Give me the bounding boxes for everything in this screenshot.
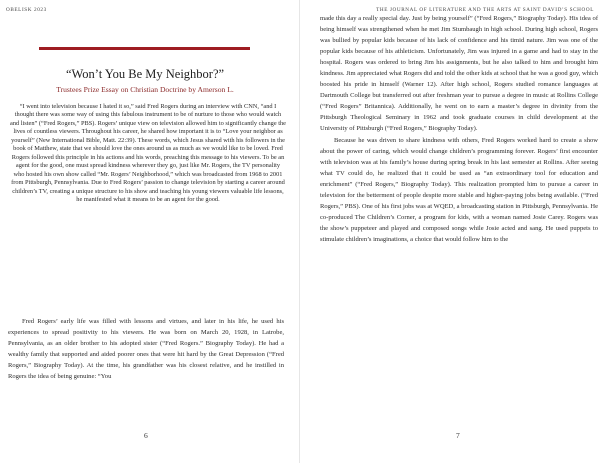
running-head-left: OBELISK 2023 (6, 7, 47, 13)
body-paragraph-right-2: Because he was driven to share kindness with others, Fred Rogers worked hard to create a show about the power of caring, which would change children’s programming forever. Rogers’ first encounter with television was at his family’s house during spring break in his last semester at Rollins. After seeing what TV could do, he realized that it could be used as “an extraordinary tool for education and enrichment” (“Fred Rogers,” Biography Today). This realization prompted him to pursue a career in television for the betterment of people despite more stable and higher-paying jobs being available. (“Fred Rogers,” PBS). One of his first jobs was at WQED, a broadcasting station in Pittsburgh, Pennsylvania. He co-produced The Children’s Corner, a program for kids, with a woman named Josie Carey. Rogers was the show’s puppeteer and played and composed songs while Josie acted and sang. He used puppets to stimulate children’s imaginations, a choice that would follow him to the (320, 136, 598, 243)
body-paragraph-right-1: made this day a really special day. Just by being yourself” (“Fred Rogers,” Biography Today). His idea of being himself was strengthened when he met Jim Stumbaugh in high school. During high school, Rogers was bullied by popular kids because of his lack of confidence and his timid nature. Jim was one of the popular kids because of his athleticism. Unfortunately, Jim was injured in a game and had to stay in the hospital. Rogers was ordered to bring Jim his assignments, but he also talked to him and brought him kindness. Jim appreciated what Rogers did and told the other kids at school that he was a good guy, which boosted his pride in himself (Warner 12). After high school, Rogers studied romance languages at Dartmouth College but transferred out after freshman year to pursue a degree in music at Rollins College (“Fred Rogers” Britannica). Additionally, he went on to earn a master’s degree in divinity from the Pittsburgh Theological Seminary in 1962 and took graduate courses in child development at the University of Pittsburgh (“Fred Rogers,” Biography Today). (320, 15, 598, 133)
right-page (300, 0, 600, 463)
introductory-paragraph: “I went into television because I hated it so,” said Fred Rogers during an interview with CNN, “and I thought there was some way of using this fabulous instrument to be of nurture to those who would watch and listen” (“Fred Rogers,” PBS). Rogers’ unique view on television allowed him to significantly change the lives of countless viewers. Throughout his career, he shared how important it is to “Love your neighbor as yourself” (New International Bible, Matt. 22:39). These words, which Jesus shared with his followers in the book of Matthew, state that we should love the ones around us as much as we would like to be loved. Fred Rogers followed this principle in his actions and his words, preaching this message to his viewers. To be an agent for the good, one must spread kindness wherever they go, just like Mr. Rogers, the TV personality who hosted his own show called “Mr. Rogers’ Neighborhood,” which was broadcasted from 1968 to 2001 from Pittsburgh, Pennsylvania. Due to Fred Rogers’ passion to change television by starting a career around children’s TV, creating a unique structure to his show and teaching his young viewers valuable life lessons, he manifested what it means to be an agent for the good. (10, 103, 286, 203)
page-number-right: 7 (456, 431, 460, 440)
page-number-left: 6 (144, 431, 148, 440)
title-accent-rule (39, 47, 250, 50)
body-text-right (320, 13, 598, 245)
running-head-right: THE JOURNAL OF LITERATURE AND THE ARTS AT SAINT DAVID’S SCHOOL (376, 7, 594, 13)
essay-subtitle: Trustees Prize Essay on Christian Doctrine by Amerson L. (56, 85, 234, 94)
body-paragraph-left: Fred Rogers’ early life was filled with lessons and virtues, and later in his life, he used his experiences to spread positivity to his viewers. He was born on March 20, 1928, in Latrobe, Pennsylvania, as an older brother to his adopted sister (“Fred Rogers.” Biography Today). He had a wealthy family that supported and aided poorer ones that were hit hard by the Great Depression (“Fred Rogers,” Biography Today). At the time, his grandfather was his closest relative, and he instilled in Rogers the idea of being genuine: “You (8, 318, 284, 380)
essay-title: “Won’t You Be My Neighbor?” (65, 67, 225, 81)
